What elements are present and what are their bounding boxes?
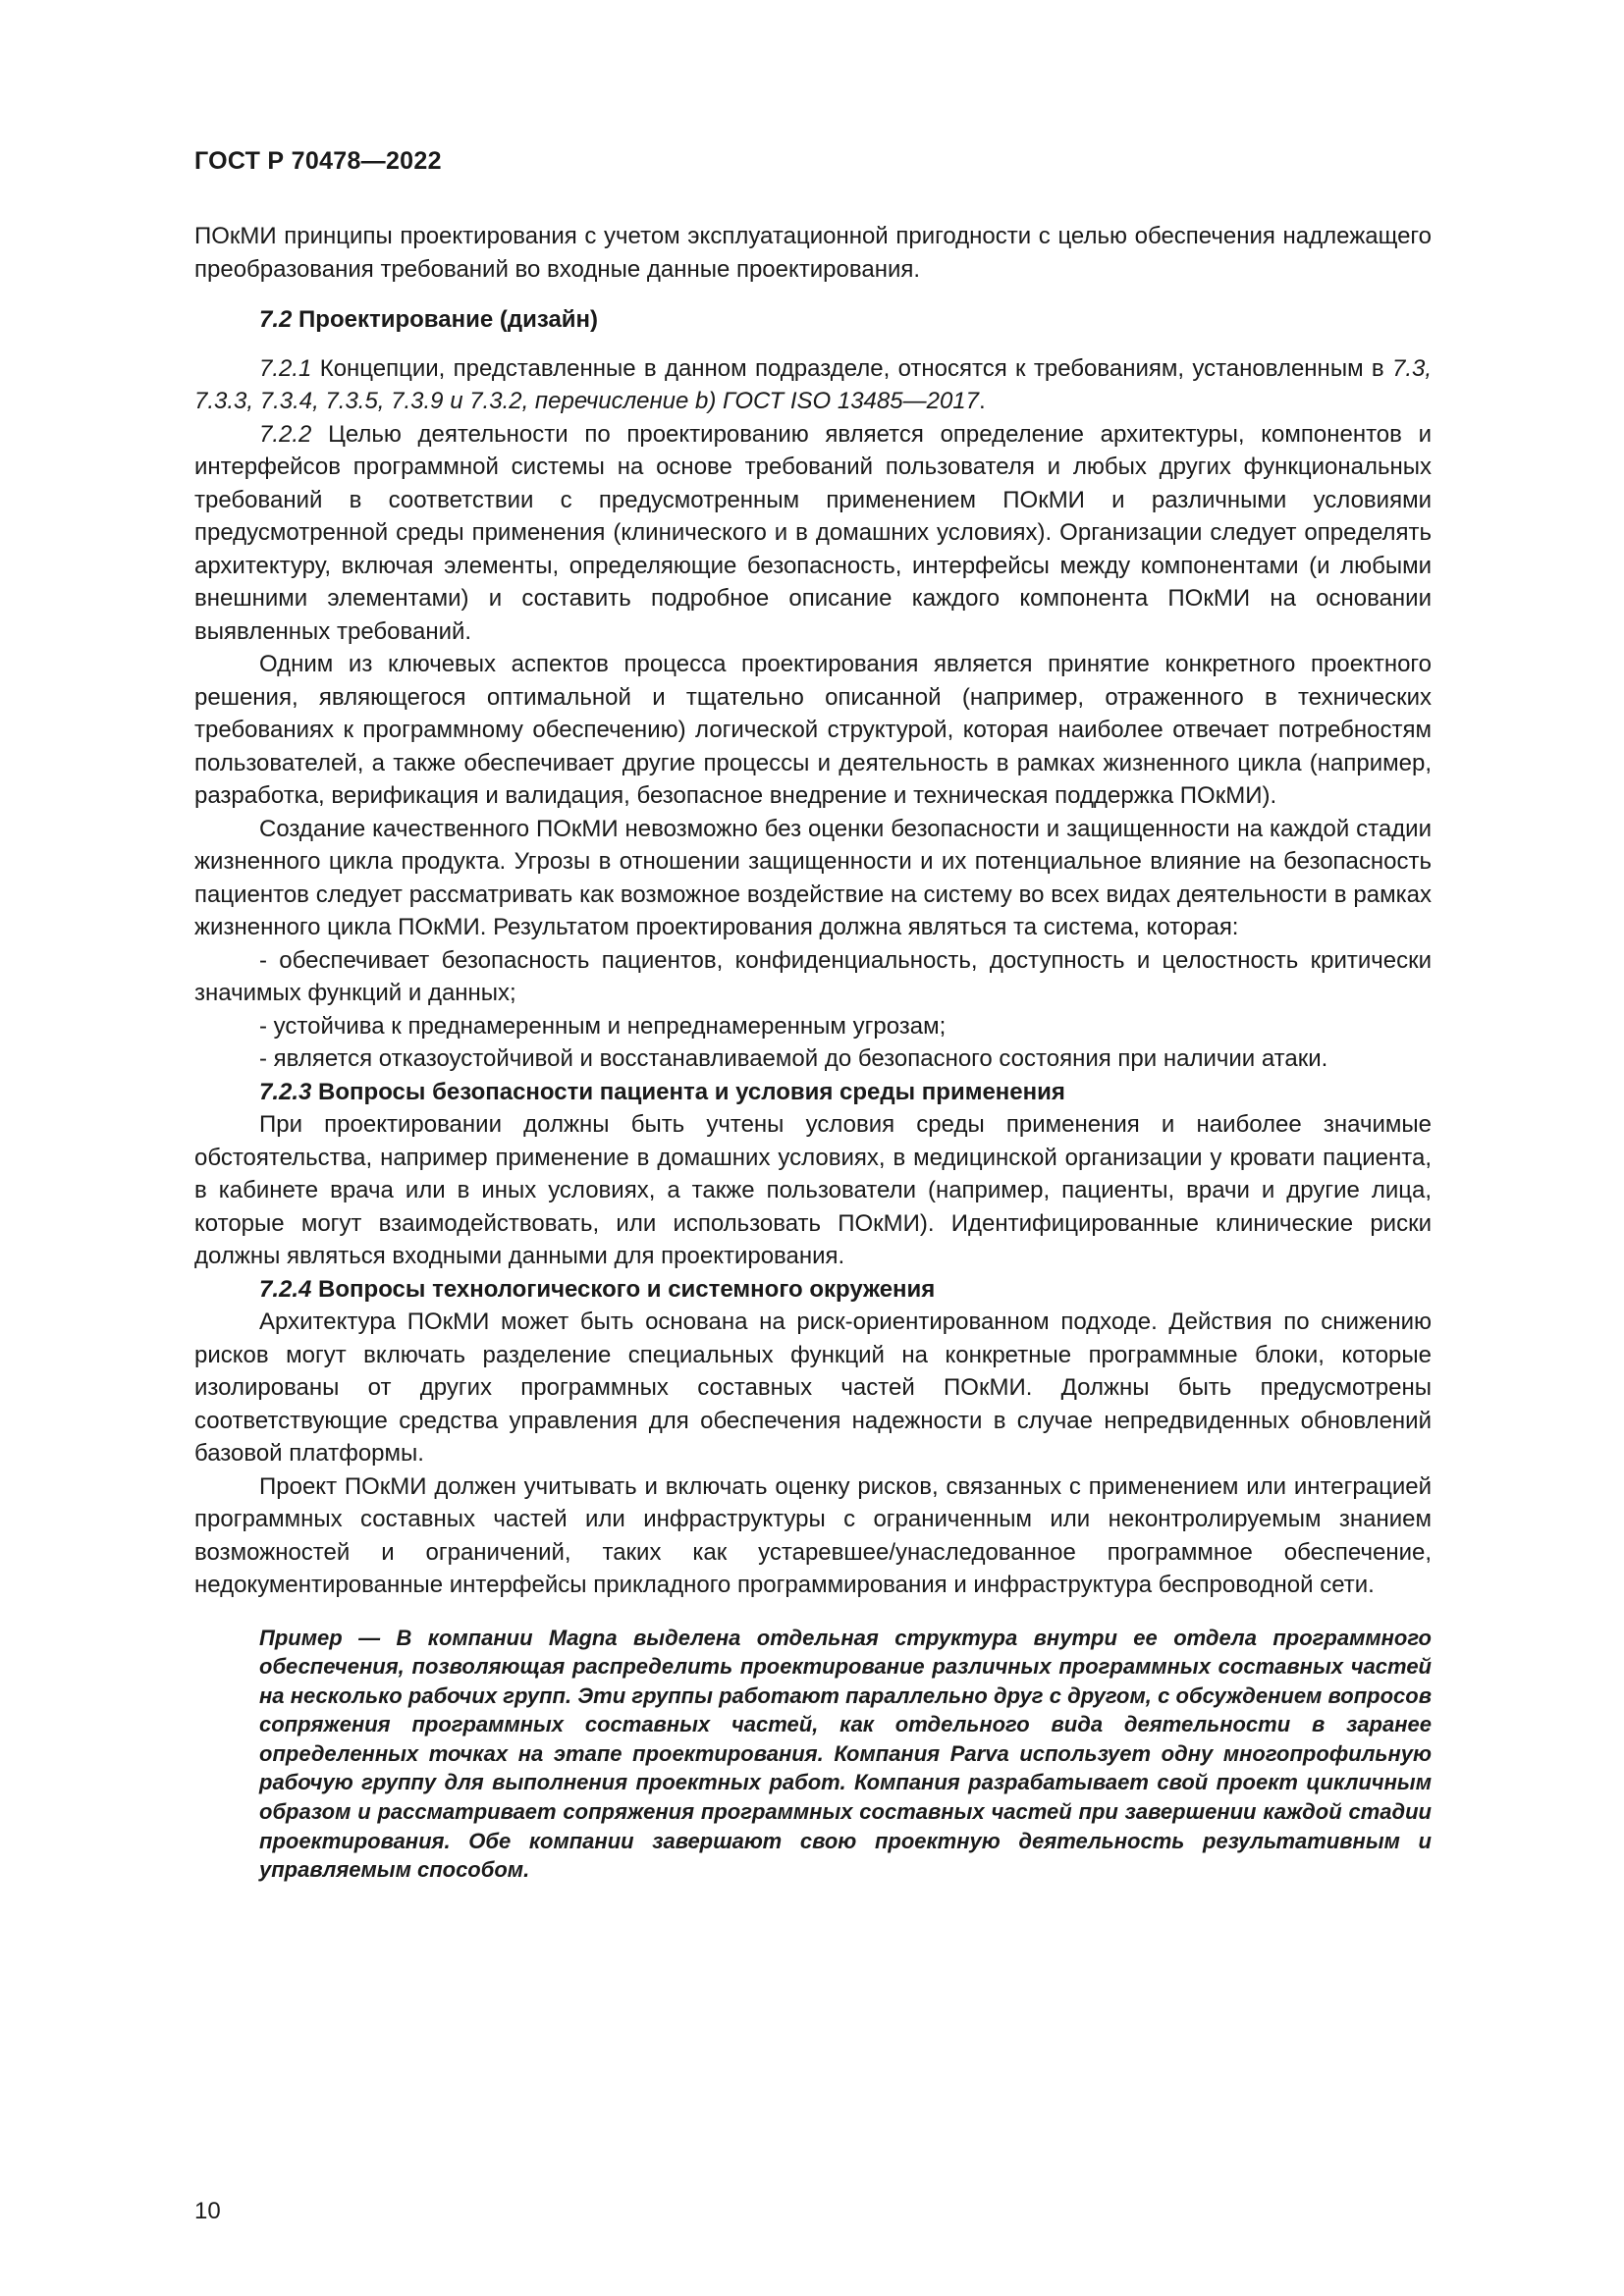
list-item: - устойчива к преднамеренным и непреднамеренным угрозам; <box>259 1012 947 1040</box>
paragraph: При проектировании должны быть учтены условия среды применения и наиболее значимые обстоятельства, например применение в домашних условиях, в медицинской организации у кровати пациента, в кабинете врача или в иных условиях, а также пользователи (например, пациенты, врачи и другие лица, которые могут взаимодействовать, или использовать ПОкМИ). Идентифицированные клинические риски должны являться входными данными для проектирования. <box>194 1111 1432 1269</box>
paragraph: Архитектура ПОкМИ может быть основана на риск-ориентированном подходе. Действия по снижению рисков могут включать разделение специальных функций на конкретные программные блоки, которые изолированы от других программных составных частей ПОкМИ. Должны быть предусмотрены соответствующие средства управления для обеспечения надежности в случае непредвиденных обновлений базовой платформы. <box>194 1308 1432 1467</box>
section-7-2-3-heading <box>194 1076 1432 1109</box>
clause-number: 7.2.2 <box>259 420 312 448</box>
section-title: Проектирование (дизайн) <box>292 306 599 333</box>
paragraph-7-2-2: 7.2.2 Целью деятельности по проектированию является определение архитектуры, компонентов и интерфейсов программной системы на основе требований пользователя и любых других функциональных требований в соответствии с предусмотренным применением ПОкМИ и различными условиями предусмотренной среды применения (клинического и в домашних условиях). Организации следует определять архитектуру, включая элементы, определяющие безопасность, интерфейсы между компонентами (и любыми внешними элементами) и составить подробное описание каждого компонента ПОкМИ на основании выявленных требований. <box>194 420 1432 645</box>
page-number: 10 <box>194 2198 221 2224</box>
section-title: Вопросы технологического и системного окружения <box>311 1275 936 1303</box>
clause-number: 7.2.1 <box>259 354 312 382</box>
section-number: 7.2 <box>259 306 293 333</box>
section-title: Вопросы безопасности пациента и условия среды применения <box>311 1078 1065 1105</box>
standard-reference: 7.3, 7.3.3, 7.3.4, 7.3.5, 7.3.9 и 7.3.2, перечисление b) ГОСТ ISO 13485—2017 <box>194 354 1432 414</box>
section-7-2-4-heading <box>194 1273 1432 1307</box>
document-body <box>194 220 1432 1885</box>
list-item: - обеспечивает безопасность пациентов, конфиденциальность, доступность и целостность критически значимых функций и данных; <box>194 946 1432 1006</box>
intro-paragraph: ПОкМИ принципы проектирования с учетом эксплуатационной пригодности с целью обеспечения надлежащего преобразования требований во входные данные проектирования. <box>194 223 1432 283</box>
document-header: ГОСТ Р 70478—2022 <box>194 147 442 175</box>
paragraph: Создание качественного ПОкМИ невозможно без оценки безопасности и защищенности на каждой стадии жизненного цикла продукта. Угрозы в отношении защищенности и их потенциальное влияние на безопасность пациентов следует рассматривать как возможное воздействие на систему во всех видах деятельности в рамках жизненного цикла ПОкМИ. Результатом проектирования должна являться та система, которая: <box>194 815 1432 940</box>
list-item: - является отказоустойчивой и восстанавливаемой до безопасного состояния при наличии атаки. <box>259 1045 1328 1072</box>
paragraph: Одним из ключевых аспектов процесса проектирования является принятие конкретного проектного решения, являющегося оптимальной и тщательно описанной (например, отраженного в технических требованиях к программному обеспечению) логической структурой, которая наиболее отвечает потребностям пользователей, а также обеспечивает другие процессы и деятельность в рамках жизненного цикла (например, разработка, верификация и валидация, безопасное внедрение и техническая поддержка ПОкМИ). <box>194 651 1432 809</box>
section-7-2-heading <box>194 303 1432 337</box>
section-number: 7.2.3 <box>259 1078 312 1105</box>
paragraph: Проект ПОкМИ должен учитывать и включать оценку рисков, связанных с применением или интеграцией программных составных частей или инфраструктуры с ограниченным или неконтролируемым знанием возможностей и ограничений, таких как устаревшее/унаследованное программное обеспечение, недокументированные интерфейсы прикладного программирования и инфраструктура беспроводной сети. <box>194 1472 1432 1598</box>
paragraph-7-2-1: 7.2.1 Концепции, представленные в данном подразделе, относятся к требованиям, установленным в 7.3, 7.3.3, 7.3.4, 7.3.5, 7.3.9 и 7.3.2, перечисление b) ГОСТ ISO 13485—2017. <box>194 354 1432 414</box>
section-number: 7.2.4 <box>259 1275 312 1303</box>
example-note: Пример — В компании Magna выделена отдельная структура внутри ее отдела программного обеспечения, позволяющая распределить проектирование различных программных составных частей на несколько рабочих групп. Эти группы работают параллельно друг с другом, с обсуждением вопросов сопряжения программных составных частей, как отдельного вида деятельности в заранее определенных точках на этапе проектирования. Компания Parva использует одну многопрофильную рабочую группу для выполнения проектных работ. Компания разрабатывает свой проект цикличным образом и рассматривает сопряжения программных составных частей при завершении каждой стадии проектирования. Обе компании завершают свою проектную деятельность результативным и управляемым способом. <box>259 1625 1432 1883</box>
